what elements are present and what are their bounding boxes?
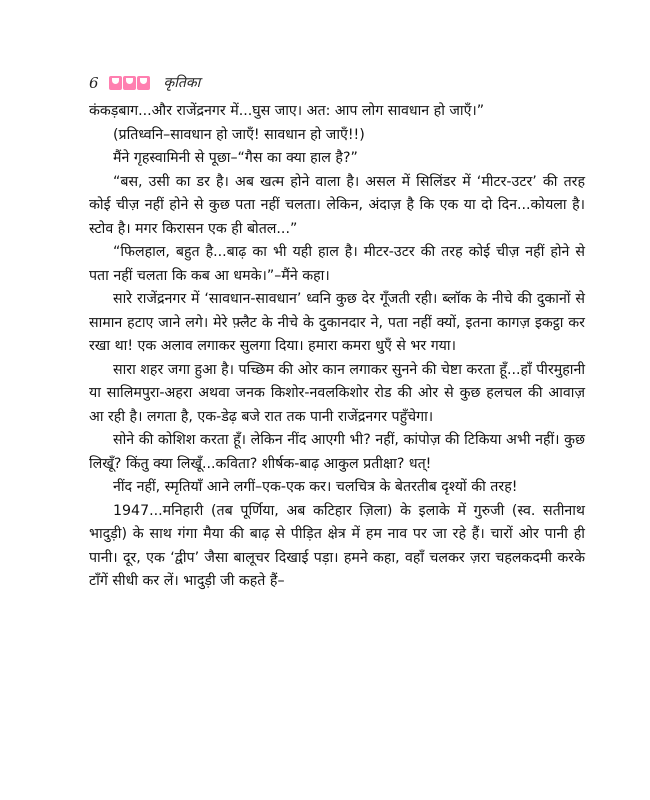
paragraph: नींद नहीं, स्मृतियाँ आने लगीं–एक-एक कर। चलचित्र के बेतरतीब दृश्यों की तरह!	[113, 479, 518, 495]
ornament-piece	[137, 76, 150, 90]
paragraph: मैंने गृहस्वामिनी से पूछा–“गैस का क्या हाल है?”	[113, 150, 358, 166]
paragraph: सारे राजेंद्रनगर में ‘सावधान-सावधान’ ध्वनि कुछ देर गूँजती रही। ब्लॉक के नीचे की दुकानों से सामान हटाए जाने लगे। मेरे फ़्लैट के नीचे के दुकानदार ने, पता नहीं क्यों, इतना कागज़ इकट्ठा कर रखा था! एक अलाव लगाकर सुलगा दिया। हमारा कमरा धुएँ से भर गया।	[89, 291, 585, 354]
body-text	[89, 100, 585, 594]
page-header	[89, 73, 200, 92]
paragraph: (प्रतिध्वनि–सावधान हो जाएँ! सावधान हो जाएँ!!)	[113, 126, 365, 143]
page-number: 6	[89, 73, 99, 92]
book-title: कृतिका	[163, 75, 201, 91]
paragraph: सोने की कोशिश करता हूँ। लेकिन नींद आएगी भी? नहीं, कांपोज़ की टिकिया अभी नहीं। कुछ लिखूँ? किंतु क्या लिखूँ...कविता? शीर्षक-बाढ़ आकुल प्रतीक्षा? धत्!	[89, 432, 585, 472]
paragraph: कंकड़बाग...और राजेंद्रनगर में...घुस जाए। अत: आप लोग सावधान हो जाएँ।”	[89, 103, 485, 119]
ornament-icon	[109, 76, 150, 90]
paragraph: “बस, उसी का डर है। अब खत्म होने वाला है। असल में सिलिंडर में ‘मीटर-उटर’ की तरह कोई चीज़ नहीं होने से कुछ पता नहीं चलता। लेकिन, अंदाज़ है कि एक या दो दिन...कोयला है। स्टोव है। मगर किरासन एक ही बोतल...”	[89, 173, 585, 237]
paragraph: “फिलहाल, बहुत है...बाढ़ का भी यही हाल है। मीटर-उटर की तरह कोई चीज़ नहीं होने से पता नहीं चलता कि कब आ धमके।”–मैंने कहा।	[89, 244, 585, 284]
ornament-piece	[109, 76, 122, 90]
ornament-piece	[123, 76, 136, 90]
paragraph: सारा शहर जगा हुआ है। पच्छिम की ओर कान लगाकर सुनने की चेष्टा करता हूँ...हाँ पीरमुहानी या सालिमपुरा-अहरा अथवा जनक किशोर-नवलकिशोर रोड की ओर से कुछ हलचल की आवाज़ आ रही है। लगता है, एक-डेढ़ बजे रात तक पानी राजेंद्रनगर पहुँचेगा।	[89, 361, 585, 425]
paragraph: 1947...मनिहारी (तब पूर्णिया, अब कटिहार ज़िला) के इलाके में गुरुजी (स्व. सतीनाथ भादुड़ी) के साथ गंगा मैया की बाढ़ से पीड़ित क्षेत्र में हम नाव पर जा रहे हैं। चारों ओर पानी ही पानी। दूर, एक ‘द्वीप’ जैसा बालूचर दिखाई पड़ा। हमने कहा, वहाँ चलकर ज़रा चहलकदमी करके टाँगें सीधी कर लें। भादुड़ी जी कहते हैं–	[89, 502, 585, 589]
